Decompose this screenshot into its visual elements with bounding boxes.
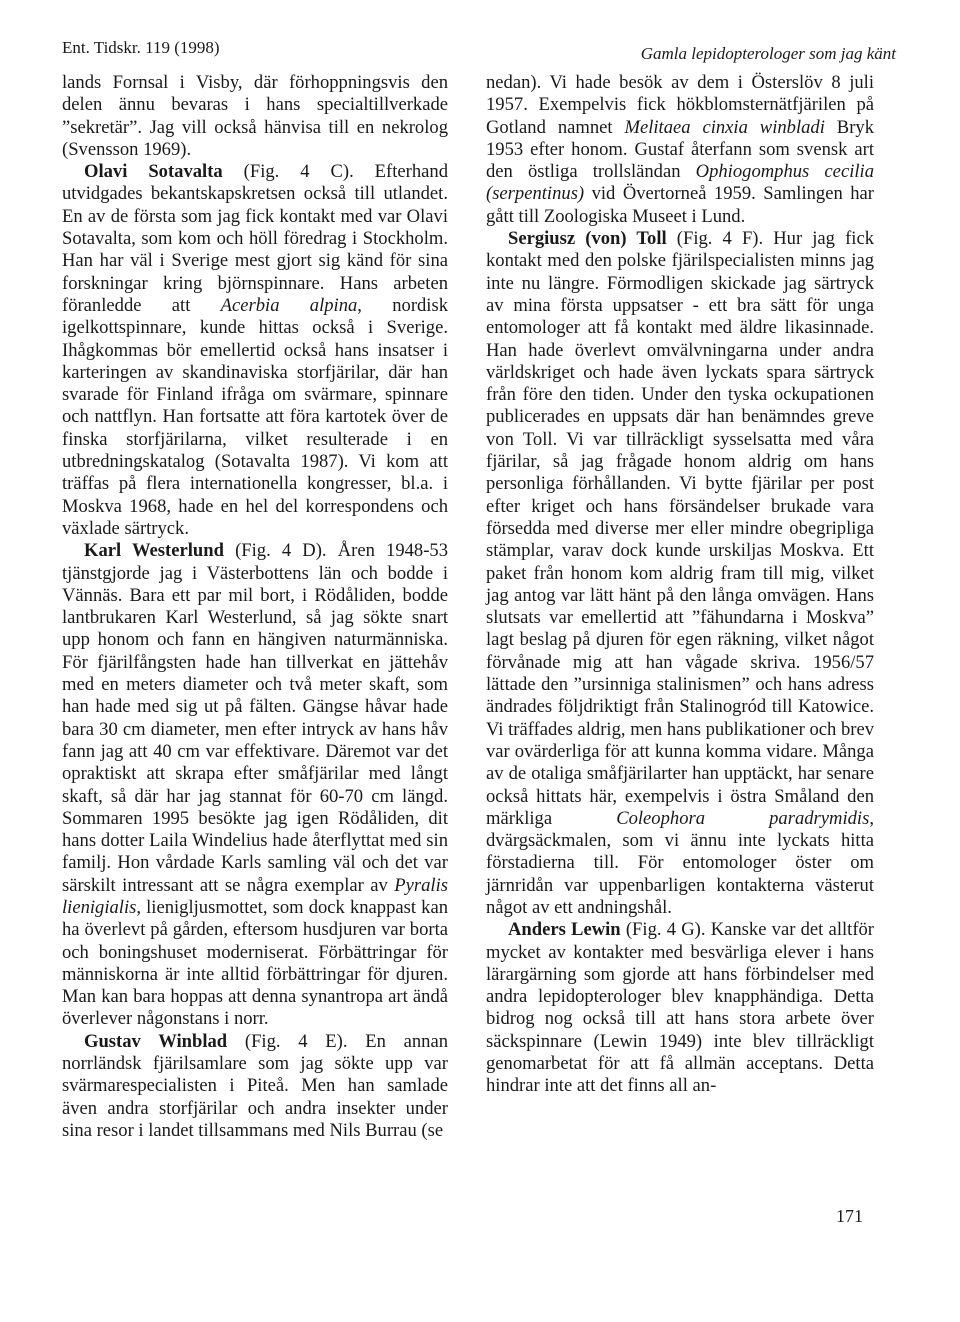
- text-run: vid Övertorneå 1959. Samlingen har gått till Zoologiska Museet i Lund.: [486, 183, 874, 227]
- journal-header: Ent. Tidskr. 119 (1998): [62, 38, 220, 57]
- text-run: , lienigljusmottet, som dock knappast kan ha överlevt på gården, eftersom husdjuren var borta och boningshuset moderniserat. Förbättringar för människorna är inte alltid förbättringar för djuren. Man kan bara hoppas att denna synantropa art ändå överlever någonstans i norr.: [62, 896, 448, 1030]
- text-run: (Fig. 4 G). Kanske var det alltför mycket av kontakter med besvärliga elever i hans lärargärning som gjorde att hans förbindelser med andra lepidopterologer blev knapphändiga. Detta bidrog nog också till att hans stora arbete över säckspinnare (Lewin 1949) inte blev tillräckligt genomarbetat för att få allmän acceptans. Detta hindrar inte att det finns all an-: [486, 919, 874, 1097]
- page-number: 171: [836, 1206, 863, 1226]
- person-name: Sergiusz (von) Toll: [508, 228, 667, 250]
- species-name: Coleophora paradrymidis: [616, 807, 870, 829]
- paragraph-fornsal: lands Fornsal i Visby, där förhoppningsvis den delen ännu bevaras i hans specialtillverkade ”sekretär”. Jag vill också hänvisa till en nekrolog (Svensson 1969).: [62, 72, 448, 160]
- person-name: Karl Westerlund: [84, 540, 224, 562]
- paragraph-lewin: [486, 919, 874, 1097]
- right-column: [486, 72, 874, 1098]
- left-column: [62, 72, 448, 1142]
- text-run: nedan). Vi hade besök av dem i Österslöv 8 juli 1957. Exempelvis fick hökblomsternätfjärilen på Gotland namnet: [486, 72, 874, 138]
- species-name: Ophiogomphus cecilia (serpentinus): [486, 161, 874, 205]
- running-title: Gamla lepidopterologer som jag känt: [640, 44, 896, 63]
- species-name: Melitaea cinxia winbladi: [624, 116, 825, 138]
- paragraph-sotavalta: [62, 161, 448, 540]
- text-run: Bryk 1953 efter honom. Gustaf återfann som svensk art den östliga trollsländan: [486, 116, 874, 183]
- text-run: (Fig. 4 F). Hur jag fick kontakt med den polske fjärilspecialisten minns jag inte nu längre. Förmodligen skickade jag särtryck av mina första uppsatser - ett bra sätt för unga entomologer att få kontakt med äldre likasinnade. Han hade överlevt omvälvningarna under andra världskriget och hade även lyckats spara särtryck från före den tiden. Under den tyska ockupationen publicerades en uppsats där han benämndes greve von Toll. Vi var tillräckligt sysselsatta med våra fjärilar, så jag frågade honom aldrig om hans personliga förhållanden. Vi bytte fjärilar per post efter kriget och hans försändelser brukade vara försedda med diverse mer eller mindre obegripliga stämplar, varav dock kunde urskiljas Moskva. Ett paket från honom kom aldrig fram till mig, vilket jag antog var lätt hänt på den långa omvägen. Hans slutsats var emellertid att ”fähundarna i Moskva” lagt beslag på djuren för egen räkning, vilket något förvånade mig att han vågade skriva. 1956/57 lättade den ”ursinniga stalinismen” och hans adress ändrades följdriktigt från Stalinogród till Katowice. Vi träffades aldrig, men hans publikationer och brev var ovärderliga för att kunna komma vidare. Många av de otaliga småfjärilarter han upptäckt, har senare också hittats här, exempelvis i östra Småland den märkliga: [486, 228, 874, 829]
- species-name: Pyralis lienigialis: [62, 874, 448, 918]
- person-name: Gustav Winblad: [84, 1030, 228, 1052]
- person-name: Olavi Sotavalta: [84, 161, 223, 183]
- text-run: , nordisk igelkottspinnare, kunde hittas också i Sverige. Ihågkommas bör emellertid också hans insatser i karteringen av skandinaviska storfjärilar, där han svarade för Finland ifråga om svärmare, spinnare och nattflyn. Han fortsatte att föra kartotek över de finska storfjärilarna, vilket resulterade i en utbredningskatalog (Sotavalta 1987). Vi kom att träffas på flera internationella kongresser, bl.a. i Moskva 1968, hade en hel del korrespondens och växlade särtryck.: [62, 294, 448, 539]
- text-run: (Fig. 4 D). Åren 1948-53 tjänstgjorde jag i Västerbottens län och bodde i Vännäs. Bara ett par mil bort, i Rödåliden, bodde lantbrukaren Karl Westerlund, så jag sökte snart upp honom och fann en hängiven naturmänniska. För fjärilfångsten hade han tillverkat en jättehåv med en meters diameter och två meter skaft, som han hade med sig ut på fälten. Gängse håvar hade bara 30 cm diameter, men efter intryck av hans håv fann jag att 40 cm var effektivare. Däremot var det opraktiskt att skrapa efter småfjärilar med långt skaft, så där har jag stannat för 60-70 cm längd. Sommaren 1995 besökte jag igen Rödåliden, dit hans dotter Laila Windelius hade återflyttat med sin familj. Hon vårdade Karls samling väl och det var särskilt intressant att se några exemplar av: [62, 540, 449, 896]
- person-name: Anders Lewin: [508, 919, 621, 941]
- paragraph-westerlund: [62, 540, 448, 1031]
- paragraph-winblad-cont: [486, 72, 874, 228]
- text-run: (Fig. 4 C). Efterhand utvidgades bekantskapskretsen också till utlandet. En av de första som jag fick kontakt med var Olavi Sotavalta, som kom och höll föredrag i Stockholm. Han har väl i Sverige mest gjort sig känd för sina forskningar kring björnspinnare. Hans arbeten föranledde att: [62, 161, 448, 316]
- text-run: (Fig. 4 E). En annan norrländsk fjärilsamlare som jag sökte upp var svärmarespecialisten i Piteå. Men han samlade även andra storfjärilar och andra insekter under sina resor i landet tillsammans med Nils Burrau (se: [62, 1030, 448, 1141]
- species-name: Acerbia alpina: [220, 294, 358, 316]
- paragraph-toll: [486, 228, 874, 919]
- paragraph-winblad: [62, 1031, 448, 1142]
- text-run: , dvärgsäckmalen, som vi ännu inte lyckats hitta förstadierna till. För entomologer öster om järnridån var uppenbarligen kontakterna västerut något av ett andningshål.: [486, 807, 874, 918]
